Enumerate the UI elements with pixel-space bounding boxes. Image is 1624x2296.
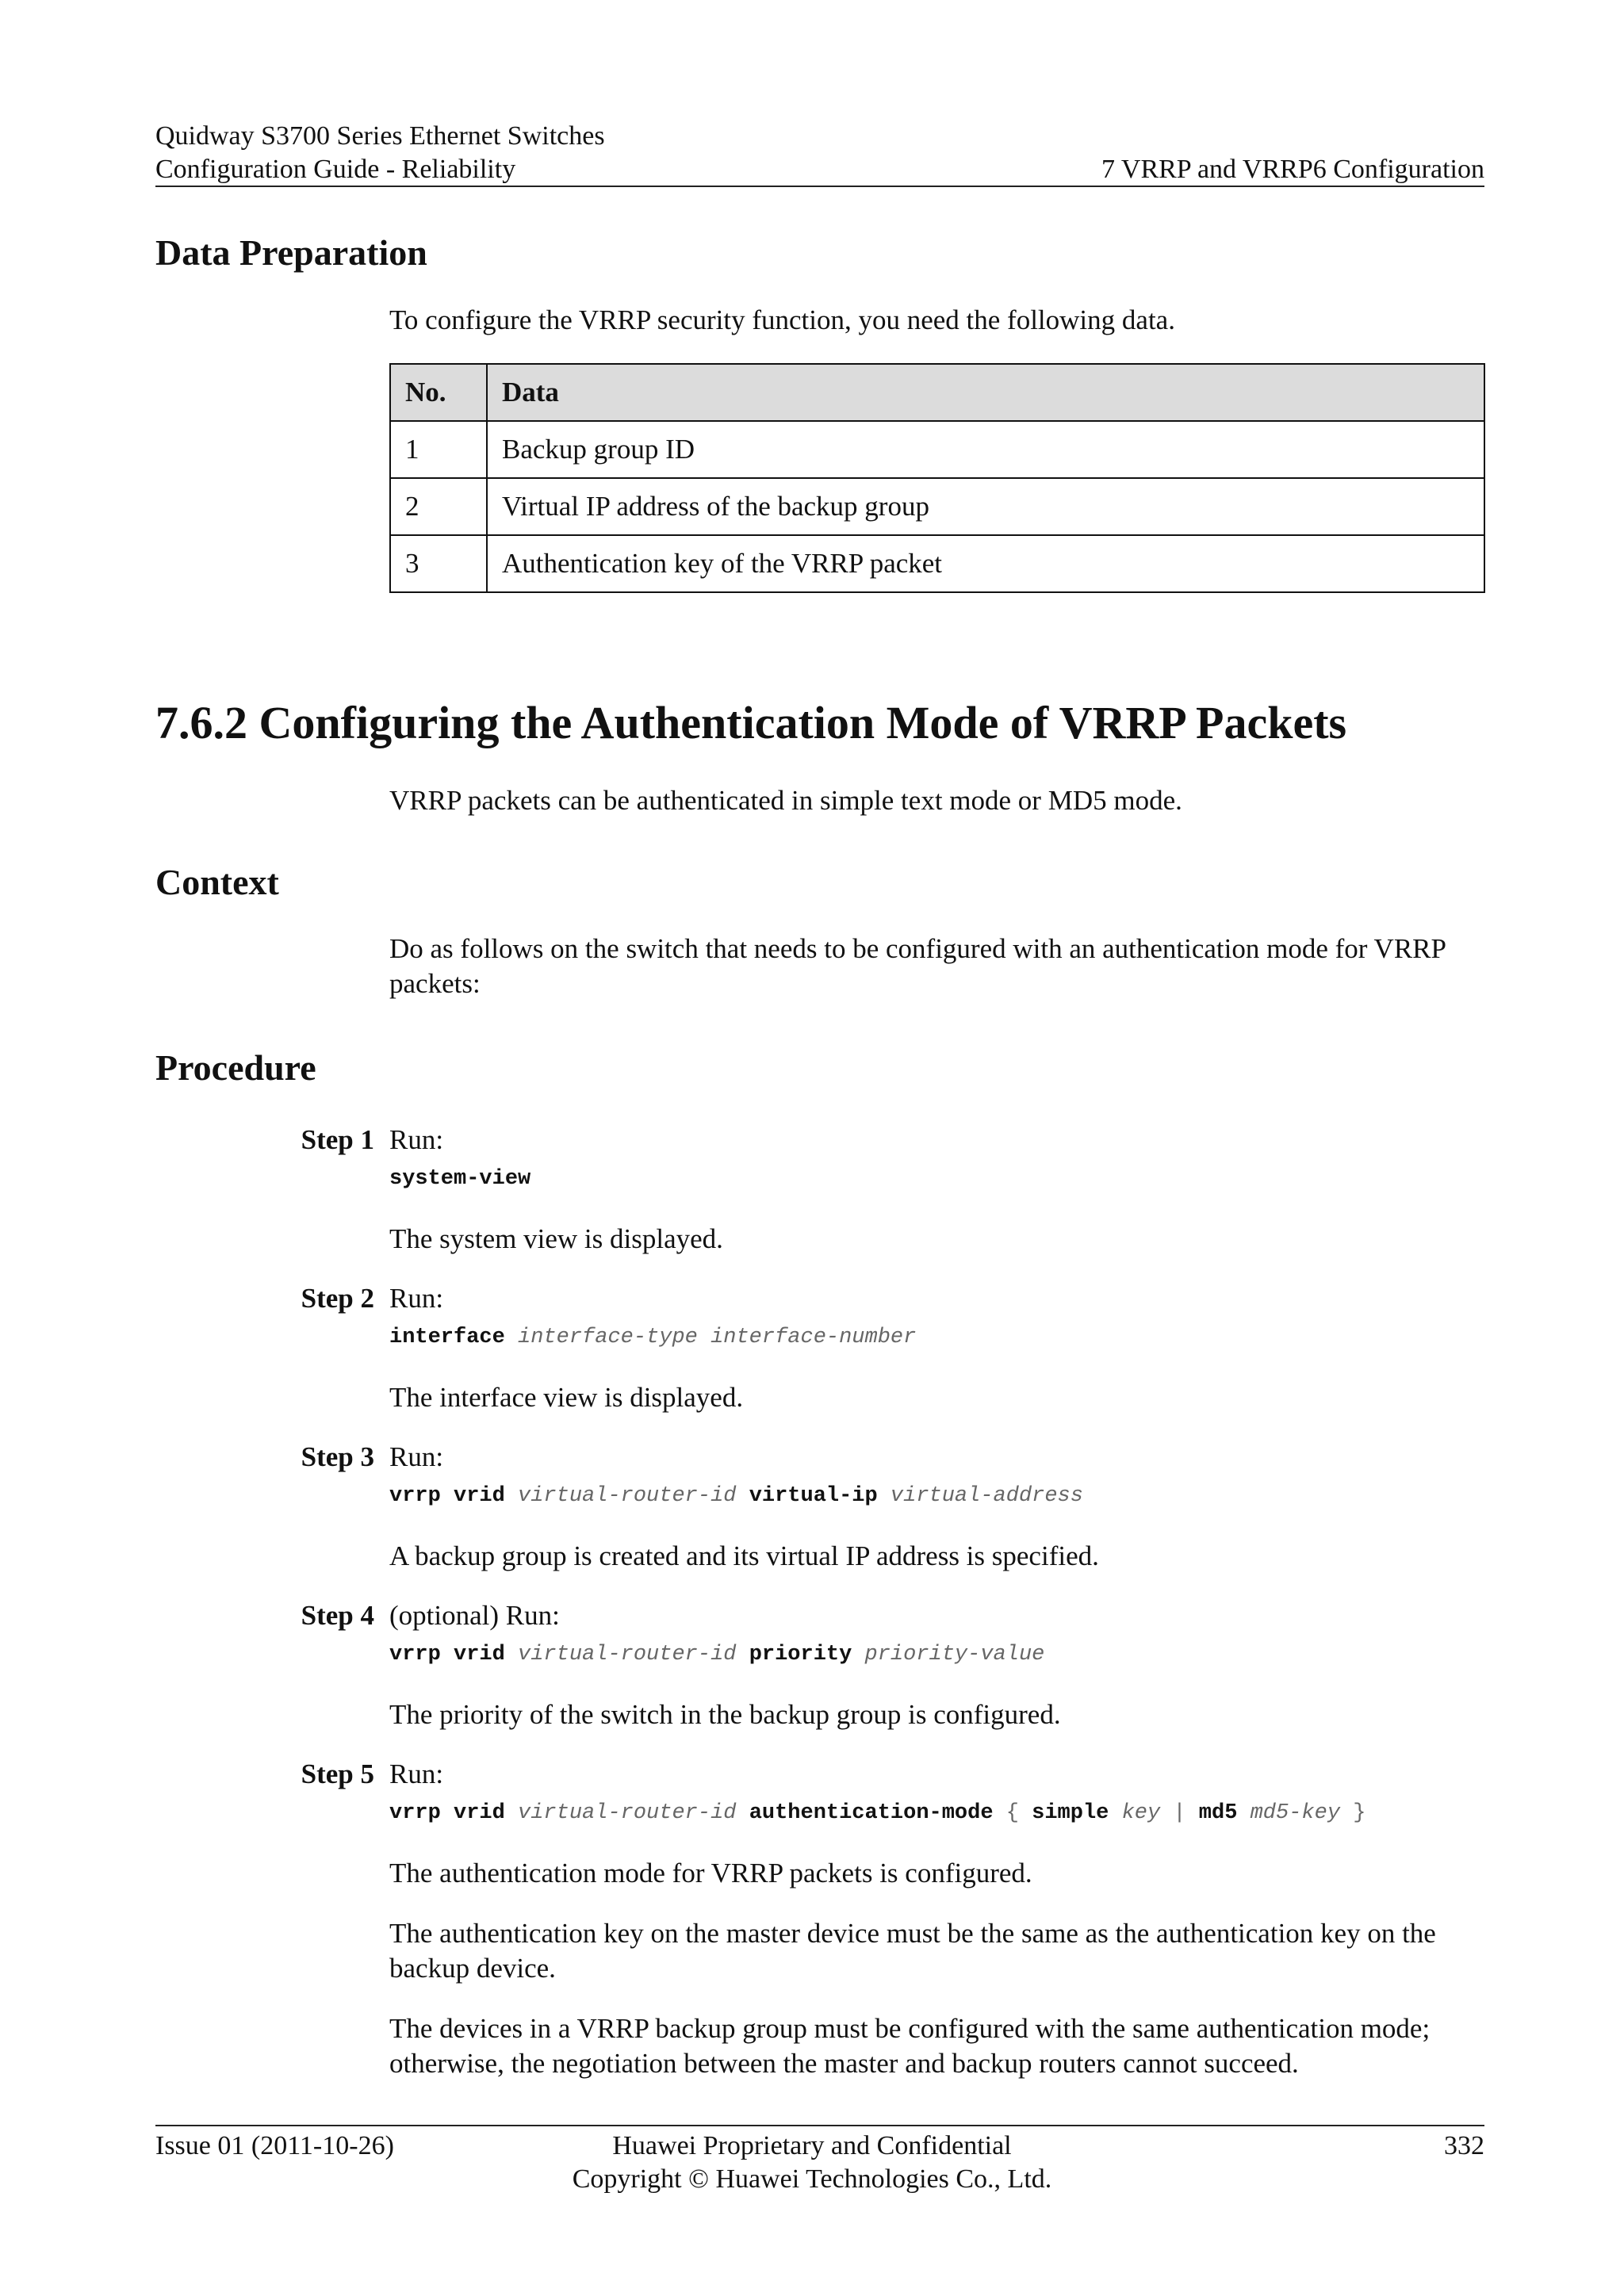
section-title: 7.6.2 Configuring the Authentication Mode of VRRP Packets [155,697,1347,748]
table-row [390,478,1484,535]
command-space [878,1484,891,1508]
table-cell-no: 1 [390,421,487,478]
data-table [389,363,1485,593]
step-command [389,1326,916,1349]
header-guide: Configuration Guide - Reliability [155,155,516,184]
footer-rule [155,2125,1484,2126]
command-space [736,1484,749,1508]
command-keyword: priority [749,1643,852,1667]
command-space [505,1801,518,1825]
command-space [1340,1801,1353,1825]
context-text: Do as follows on the switch that needs to be configured with an authentication mode for VRRP packets: [389,933,1446,999]
command-space [1160,1801,1173,1825]
command-argument: interface-type [518,1326,698,1349]
step-command [389,1801,1365,1825]
table-header-row [390,364,1484,421]
command-keyword: interface [389,1326,505,1349]
command-argument: virtual-router-id [518,1484,737,1508]
step-label: Step 5 [301,1758,374,1789]
context-heading: Context [155,862,279,902]
step-note: The devices in a VRRP backup group must be configured with the same authentication mode; otherwise, the negotiation between the master and backup routers cannot succeed. [389,2013,1431,2079]
step-label: Step 3 [301,1441,374,1472]
command-space [698,1326,710,1349]
command-keyword: virtual-ip [749,1484,878,1508]
command-keyword: authentication-mode [749,1801,994,1825]
step-run-text: Run: [389,1758,444,1789]
footer-proprietary: Huawei Proprietary and Confidential [612,2131,1012,2160]
step-command [389,1167,530,1191]
header-product: Quidway S3700 Series Ethernet Switches [155,121,605,151]
command-keyword: system-view [389,1167,531,1191]
table-cell-data: Virtual IP address of the backup group [487,478,1484,535]
step-run-text: Run: [389,1283,444,1314]
command-argument: virtual-router-id [518,1801,737,1825]
command-argument: priority-value [864,1643,1045,1667]
table-cell-data: Backup group ID [487,421,1484,478]
command-space [1186,1801,1199,1825]
step-run-text: (optional) Run: [389,1600,560,1631]
command-space [736,1801,749,1825]
step-label: Step 2 [301,1283,374,1314]
step-result: The system view is displayed. [389,1223,723,1254]
command-keyword: vrrp vrid [389,1643,505,1667]
command-space [994,1801,1006,1825]
table-cell-no: 2 [390,478,487,535]
footer-issue: Issue 01 (2011-10-26) [155,2131,394,2160]
command-space [1019,1801,1032,1825]
command-space [1237,1801,1250,1825]
footer-page-number: 332 [1444,2131,1484,2160]
header-chapter: 7 VRRP and VRRP6 Configuration [1101,155,1484,184]
step-run-text: Run: [389,1441,444,1472]
data-preparation-intro: To configure the VRRP security function, you need the following data. [389,304,1175,335]
step-command [389,1484,1083,1508]
command-keyword: vrrp vrid [389,1801,505,1825]
command-space [1109,1801,1121,1825]
procedure-heading: Procedure [155,1047,316,1088]
command-space [505,1484,518,1508]
step-command [389,1643,1044,1667]
command-keyword: md5 [1198,1801,1238,1825]
step-result: The priority of the switch in the backup group is configured. [389,1699,1061,1730]
data-preparation-heading: Data Preparation [155,232,427,273]
section-intro: VRRP packets can be authenticated in simple text mode or MD5 mode. [389,785,1182,816]
command-argument: virtual-address [890,1484,1083,1508]
command-space [505,1643,518,1667]
footer-copyright: Copyright © Huawei Technologies Co., Ltd. [572,2164,1052,2194]
table-row [390,535,1484,592]
command-argument: key [1121,1801,1161,1825]
step-result: The interface view is displayed. [389,1382,744,1413]
command-argument: interface-number [710,1326,917,1349]
step-run-text: Run: [389,1124,444,1155]
command-keyword: vrrp vrid [389,1484,505,1508]
command-symbol: } [1353,1801,1366,1825]
step-label: Step 1 [301,1124,374,1155]
table-cell-no: 3 [390,535,487,592]
command-symbol: | [1173,1801,1186,1825]
command-keyword: simple [1032,1801,1109,1825]
step-result: A backup group is created and its virtual IP address is specified. [389,1540,1099,1571]
command-space [736,1643,749,1667]
command-space [852,1643,864,1667]
table-header-no: No. [390,364,487,421]
step-result: The authentication mode for VRRP packets is configured. [389,1858,1032,1888]
command-symbol: { [1005,1801,1019,1825]
table-header-data: Data [487,364,1484,421]
step-label: Step 4 [301,1600,374,1631]
step-note: The authentication key on the master device must be the same as the authentication key on the backup device. [389,1918,1436,1984]
header-rule [155,186,1484,187]
table-row [390,421,1484,478]
command-argument: virtual-router-id [518,1643,737,1667]
command-argument: md5-key [1250,1801,1341,1825]
table-cell-data: Authentication key of the VRRP packet [487,535,1484,592]
command-space [505,1326,518,1349]
